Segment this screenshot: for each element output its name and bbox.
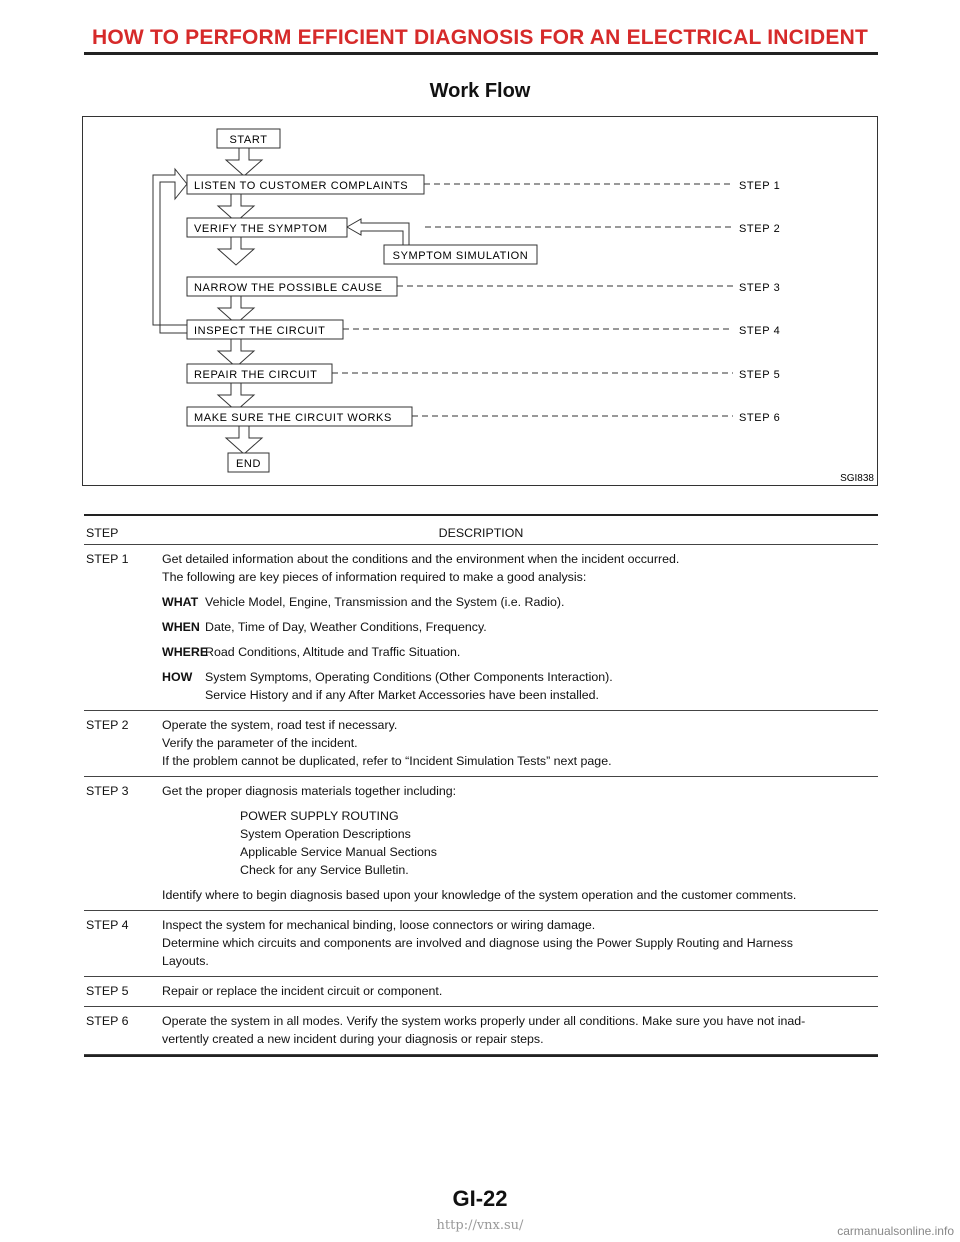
page-number: GI-22 xyxy=(452,1186,508,1211)
step6-row-label: STEP 6 xyxy=(86,1014,129,1028)
step-description-table xyxy=(84,514,878,1057)
step6-line2: vertently created a new incident during your diagnosis or repair steps. xyxy=(162,1032,544,1046)
step3-list-item: POWER SUPPLY ROUTING xyxy=(240,809,399,823)
step2-box-label: VERIFY THE SYMPTOM xyxy=(194,223,328,235)
watermark: carmanualsonline.info xyxy=(837,1224,954,1238)
step3-row-label: STEP 3 xyxy=(86,784,129,798)
workflow-diagram xyxy=(82,116,878,486)
step4-box-label: INSPECT THE CIRCUIT xyxy=(194,325,326,337)
step5-line1: Repair or replace the incident circuit or component. xyxy=(162,984,443,998)
when-key: WHEN xyxy=(162,620,200,634)
banner-title: HOW TO PERFORM EFFICIENT DIAGNOSIS FOR AN ELECTRICAL INCIDENT xyxy=(92,26,868,49)
step1-label: STEP 1 xyxy=(739,180,781,192)
arrow-down-icon xyxy=(218,237,254,265)
step2-line1: Operate the system, road test if necessary. xyxy=(162,718,398,732)
how-key: HOW xyxy=(162,670,193,684)
table-row-step4 xyxy=(84,911,878,977)
when-value: Date, Time of Day, Weather Conditions, Frequency. xyxy=(205,620,487,634)
banner-rule xyxy=(84,52,878,55)
step6-label: STEP 6 xyxy=(739,412,781,424)
step6-box-label: MAKE SURE THE CIRCUIT WORKS xyxy=(194,412,392,424)
step4-label: STEP 4 xyxy=(739,325,781,337)
table-row-step1 xyxy=(84,545,878,711)
step1-line1: Get detailed information about the conditions and the environment when the incident occurred. xyxy=(162,552,680,566)
header-step: STEP xyxy=(86,526,119,540)
step4-row-label: STEP 4 xyxy=(86,918,129,932)
step4-line2: Determine which circuits and components are involved and diagnose using the Power Supply Routing and Harness xyxy=(162,936,793,950)
step1-row-label: STEP 1 xyxy=(86,552,129,566)
arrow-down-icon xyxy=(226,148,262,176)
where-key: WHERE xyxy=(162,645,209,659)
figure-id: SGI838 xyxy=(840,473,874,484)
table-row-step6 xyxy=(84,1007,878,1055)
step4-line1: Inspect the system for mechanical binding, loose connectors or wiring damage. xyxy=(162,918,596,932)
sim-arrow-inner xyxy=(347,227,403,245)
step3-label: STEP 3 xyxy=(739,282,781,294)
feedback-loop-inner xyxy=(160,182,187,333)
table-row-step2 xyxy=(84,711,878,777)
step3-list-item: Check for any Service Bulletin. xyxy=(240,863,409,877)
how-value-cont: Service History and if any After Market Accessories have been installed. xyxy=(205,688,599,702)
what-key: WHAT xyxy=(162,595,199,609)
step6-line1: Operate the system in all modes. Verify the system works properly under all conditions. Make sure you have not inad- xyxy=(162,1014,806,1028)
step3-list-item: System Operation Descriptions xyxy=(240,827,411,841)
arrow-down-icon xyxy=(218,339,254,367)
step1-box-label: LISTEN TO CUSTOMER COMPLAINTS xyxy=(194,180,409,192)
step2-label: STEP 2 xyxy=(739,223,781,235)
table-row-step3 xyxy=(84,777,878,911)
what-value: Vehicle Model, Engine, Transmission and the System (i.e. Radio). xyxy=(205,595,565,609)
step3-list-item: Applicable Service Manual Sections xyxy=(240,845,437,859)
step5-label: STEP 5 xyxy=(739,369,781,381)
section-title: Work Flow xyxy=(429,80,531,102)
step3-line1: Get the proper diagnosis materials together including: xyxy=(162,784,457,798)
table-row-step5 xyxy=(84,977,878,1007)
step4-line3: Layouts. xyxy=(162,954,209,968)
end-label: END xyxy=(235,458,262,470)
step2-line3: If the problem cannot be duplicated, refer to “Incident Simulation Tests” next page. xyxy=(162,754,612,768)
arrow-down-icon xyxy=(226,426,262,454)
header-description: DESCRIPTION xyxy=(438,526,524,540)
start-label: START xyxy=(229,134,268,146)
how-value: System Symptoms, Operating Conditions (Other Components Interaction). xyxy=(205,670,613,684)
step1-line2: The following are key pieces of information required to make a good analysis: xyxy=(162,570,587,584)
feedback-loop-outer xyxy=(153,169,187,325)
workflow-svg xyxy=(83,117,879,487)
symptom-simulation-label: SYMPTOM SIMULATION xyxy=(392,250,529,262)
step2-line2: Verify the parameter of the incident. xyxy=(162,736,358,750)
step3-line2: Identify where to begin diagnosis based upon your knowledge of the system operation and the customer comments. xyxy=(162,888,797,902)
step2-row-label: STEP 2 xyxy=(86,718,129,732)
step3-box-label: NARROW THE POSSIBLE CAUSE xyxy=(194,282,383,294)
where-value: Road Conditions, Altitude and Traffic Situation. xyxy=(205,645,461,659)
step5-box-label: REPAIR THE CIRCUIT xyxy=(194,369,318,381)
table-header xyxy=(84,516,878,545)
step5-row-label: STEP 5 xyxy=(86,984,129,998)
source-url-link[interactable]: http://vnx.su/ xyxy=(436,1218,524,1233)
